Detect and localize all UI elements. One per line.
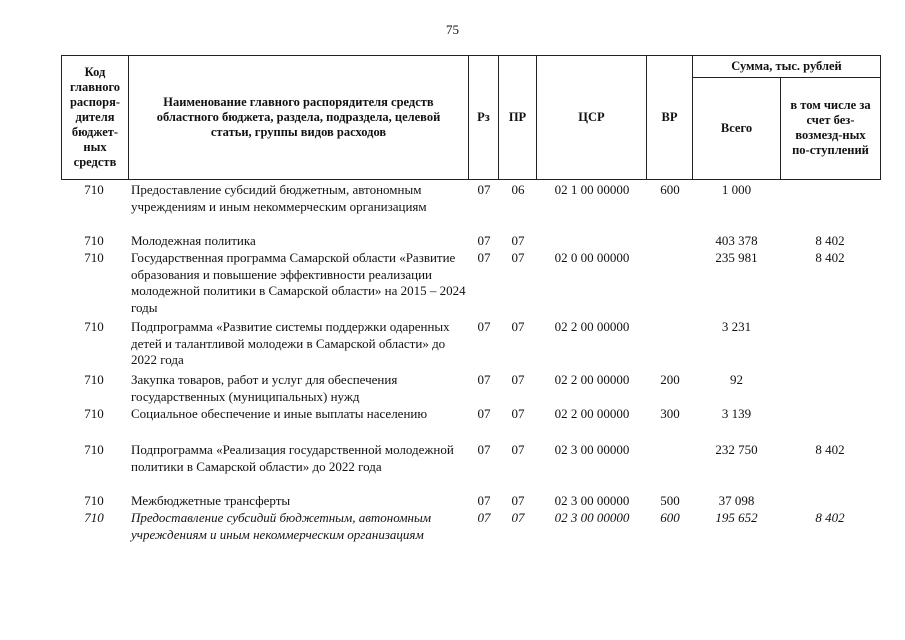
row-code: 710 xyxy=(84,406,104,421)
row-pr: 07 xyxy=(511,233,525,248)
row-total: 195 652 xyxy=(715,510,758,525)
row-free: 8 402 xyxy=(815,233,845,248)
row-csr: 02 3 00 00000 xyxy=(554,442,630,457)
row-rz: 07 xyxy=(477,250,491,265)
header-csr: ЦСР xyxy=(537,55,647,180)
row-total: 1 000 xyxy=(721,182,752,197)
row-vr: 200 xyxy=(660,372,680,387)
row-code: 710 xyxy=(84,233,104,248)
row-free: 8 402 xyxy=(815,250,845,265)
row-name: Предоставление субсидий бюджетным, автономным учреждениям и иным некоммерческим организациям xyxy=(131,182,427,214)
row-csr: 02 2 00 00000 xyxy=(554,319,630,334)
row-total: 37 098 xyxy=(718,493,755,508)
header-sum: Сумма, тыс. рублей xyxy=(693,55,881,78)
header-total: Всего xyxy=(693,77,781,180)
row-code: 710 xyxy=(84,510,104,525)
row-pr: 06 xyxy=(511,182,525,197)
row-name: Социальное обеспечение и иные выплаты населению xyxy=(131,406,428,421)
row-code: 710 xyxy=(84,250,104,265)
row-pr: 07 xyxy=(511,442,525,457)
header-rz: Рз xyxy=(469,55,499,180)
row-name: Подпрограмма «Развитие системы поддержки одаренных детей и талантливой молодежи в Самарской области» до 2022 года xyxy=(131,319,450,367)
row-csr: 02 3 00 00000 xyxy=(554,493,630,508)
row-csr: 02 2 00 00000 xyxy=(554,372,630,387)
row-total: 3 231 xyxy=(721,319,752,334)
row-rz: 07 xyxy=(477,406,491,421)
row-vr: 300 xyxy=(660,406,680,421)
row-code: 710 xyxy=(84,319,104,334)
row-pr: 07 xyxy=(511,372,525,387)
row-name: Подпрограмма «Реализация государственной молодежной политики в Самарской области» до 2022 года xyxy=(131,442,454,474)
row-rz: 07 xyxy=(477,493,491,508)
row-total: 403 378 xyxy=(715,233,758,248)
row-rz: 07 xyxy=(477,319,491,334)
row-rz: 07 xyxy=(477,372,491,387)
row-total: 3 139 xyxy=(721,406,752,421)
row-pr: 07 xyxy=(511,510,525,525)
row-vr: 600 xyxy=(660,510,680,525)
row-name: Государственная программа Самарской области «Развитие образования и повышение эффективности реализации молодежной политики в Самарской области» на 2015 – 2024 годы xyxy=(131,250,466,315)
row-pr: 07 xyxy=(511,493,525,508)
row-pr: 07 xyxy=(511,319,525,334)
page-number: 75 xyxy=(446,22,459,37)
row-code: 710 xyxy=(84,493,104,508)
header-pr: ПР xyxy=(499,55,537,180)
row-rz: 07 xyxy=(477,233,491,248)
row-name: Предоставление субсидий бюджетным, автономным учреждениям и иным некоммерческим организациям xyxy=(131,510,432,542)
row-csr: 02 2 00 00000 xyxy=(554,406,630,421)
row-pr: 07 xyxy=(511,250,525,265)
row-free: 8 402 xyxy=(815,510,845,525)
row-name: Межбюджетные трансферты xyxy=(131,493,291,508)
row-total: 92 xyxy=(730,372,743,387)
row-csr: 02 0 00 00000 xyxy=(554,250,630,265)
row-code: 710 xyxy=(84,182,104,197)
row-code: 710 xyxy=(84,442,104,457)
header-code: Код главного распоря-дителя бюджет-ных средств xyxy=(61,55,129,180)
header-name: Наименование главного распорядителя средств областного бюджета, раздела, подраздела, целевой статьи, группы видов расходов xyxy=(129,55,469,180)
row-total: 235 981 xyxy=(715,250,758,265)
row-free: 8 402 xyxy=(815,442,845,457)
row-vr: 500 xyxy=(660,493,680,508)
row-csr: 02 3 00 00000 xyxy=(554,510,630,525)
header-vr: ВР xyxy=(647,55,693,180)
row-name: Молодежная политика xyxy=(131,233,256,248)
row-name: Закупка товаров, работ и услуг для обеспечения государственных (муниципальных) нужд xyxy=(131,372,398,404)
header-free: в том числе за счет без-возмезд-ных по-ступлений xyxy=(781,77,881,180)
row-rz: 07 xyxy=(477,442,491,457)
row-total: 232 750 xyxy=(715,442,758,457)
row-pr: 07 xyxy=(511,406,525,421)
row-rz: 07 xyxy=(477,182,491,197)
row-vr: 600 xyxy=(660,182,680,197)
row-csr: 02 1 00 00000 xyxy=(554,182,630,197)
row-code: 710 xyxy=(84,372,104,387)
row-rz: 07 xyxy=(477,510,491,525)
